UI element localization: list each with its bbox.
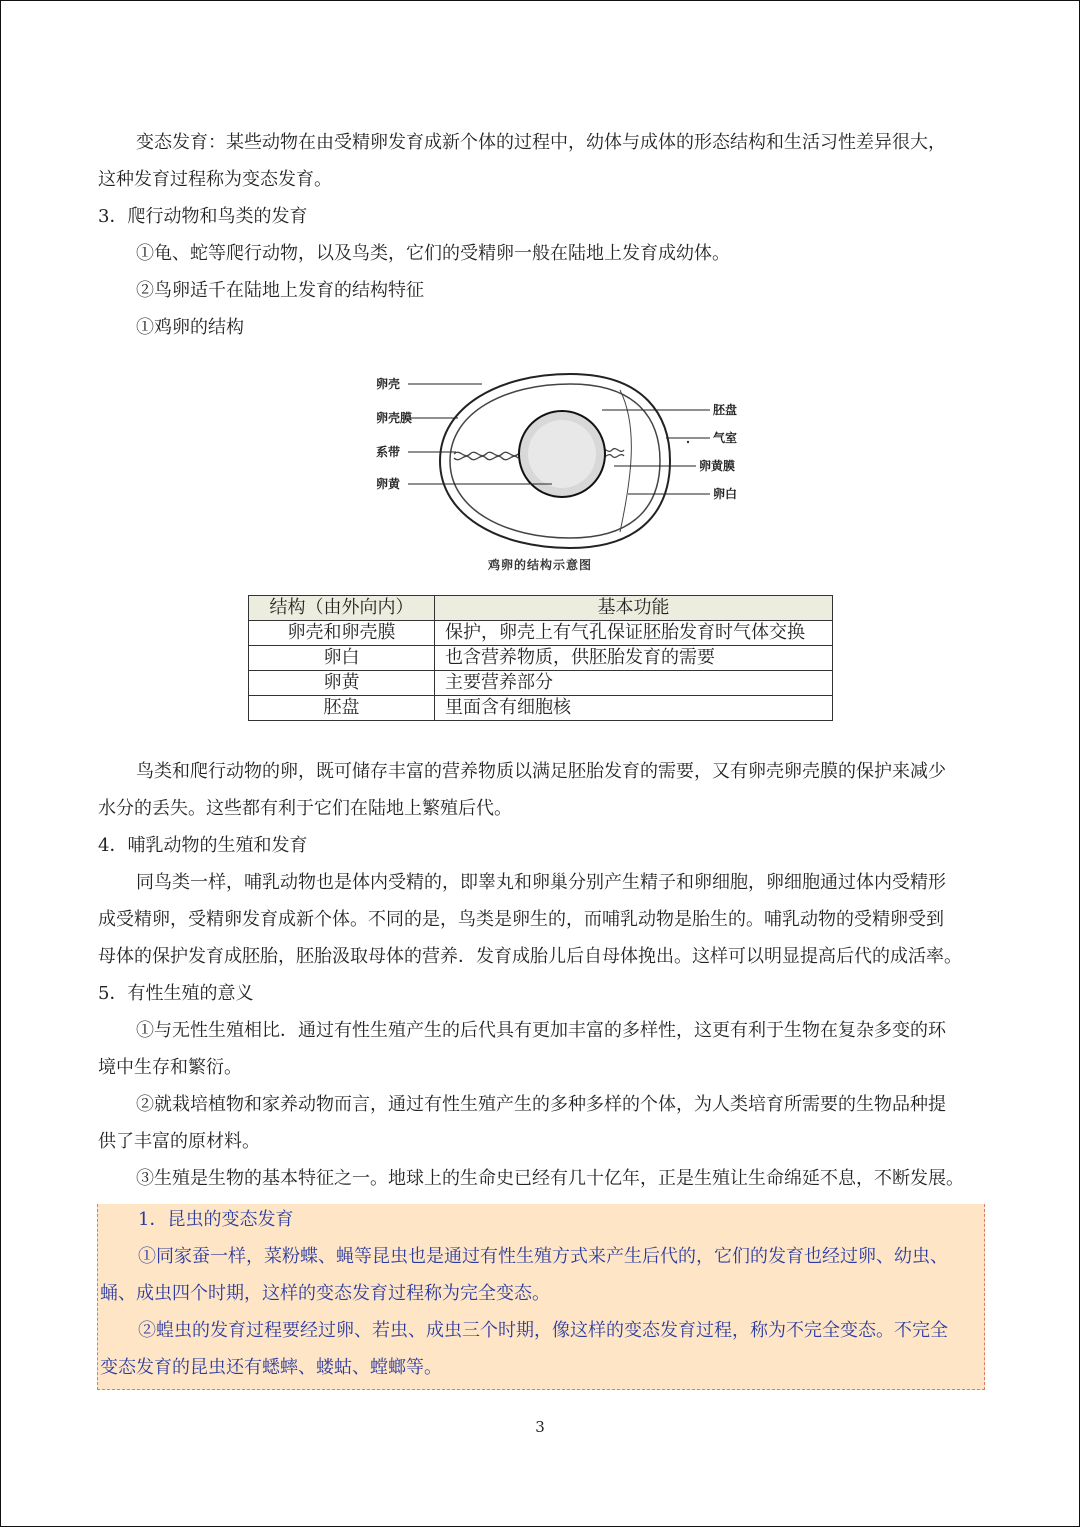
paragraph-line: ③生殖是生物的基本特征之一。地球上的生命史已经有几十亿年，正是生殖让生命绵延不息，不断发展。 bbox=[136, 1168, 964, 1189]
table-cell-function: 保护，卵壳上有气孔保证胚胎发育时气体交换 bbox=[435, 621, 833, 646]
label-chalaza: 系带 bbox=[376, 445, 401, 459]
callout-title: 1．昆虫的变态发育 bbox=[138, 1209, 294, 1230]
table-header-row bbox=[249, 596, 833, 621]
paragraph-line: 母体的保护发育成胚胎，胚胎汲取母体的营养．发育成胎儿后自母体挽出。这样可以明显提高后代的成活率。 bbox=[98, 946, 962, 967]
section-heading-4: 4．哺乳动物的生殖和发育 bbox=[98, 835, 308, 856]
paragraph-line: 变态发育：某些动物在由受精卵发育成新个体的过程中，幼体与成体的形态结构和生活习性差异很大， bbox=[136, 132, 946, 153]
section-heading-3: 3．爬行动物和鸟类的发育 bbox=[98, 206, 308, 227]
label-yolk: 卵黄 bbox=[376, 477, 401, 491]
label-albumen: 卵白 bbox=[713, 487, 738, 501]
table-cell-structure: 胚盘 bbox=[249, 696, 435, 721]
table-cell-function: 也含营养物质，供胚胎发育的需要 bbox=[435, 646, 833, 671]
label-yolk-membrane: 卵黄膜 bbox=[699, 459, 736, 473]
label-air-cell: 气室 bbox=[713, 431, 738, 445]
label-eggshell: 卵壳 bbox=[376, 377, 401, 391]
figure-caption: 鸡卵的结构示意图 bbox=[487, 558, 592, 572]
table-row bbox=[249, 671, 833, 696]
callout-line: 变态发育的昆虫还有蟋蟀、蝼蛄、螳螂等。 bbox=[100, 1357, 442, 1378]
callout-line: 蛹、成虫四个时期，这样的变态发育过程称为完全变态。 bbox=[100, 1283, 550, 1304]
table-cell-structure: 卵白 bbox=[249, 646, 435, 671]
table-cell-function: 里面含有细胞核 bbox=[435, 696, 833, 721]
callout-line: ①同家蚕一样，菜粉蝶、蝇等昆虫也是通过有性生殖方式来产生后代的，它们的发育也经过卵、幼虫、 bbox=[138, 1246, 948, 1267]
egg-structure-table bbox=[248, 595, 833, 721]
table-cell-function: 主要营养部分 bbox=[435, 671, 833, 696]
table-row bbox=[249, 696, 833, 721]
paragraph-line: 成受精卵，受精卵发育成新个体。不同的是，鸟类是卵生的，而哺乳动物是胎生的。哺乳动物的受精卵受到 bbox=[98, 909, 944, 930]
paragraph-line: 鸟类和爬行动物的卵，既可储存丰富的营养物质以满足胚胎发育的需要，又有卵壳卵壳膜的保护来减少 bbox=[136, 761, 946, 782]
paragraph-line: ②就栽培植物和家养动物而言，通过有性生殖产生的多种多样的个体，为人类培育所需要的生物品种提 bbox=[136, 1094, 946, 1115]
paragraph-line: 这种发育过程称为变态发育。 bbox=[98, 169, 332, 190]
table-header: 基本功能 bbox=[435, 596, 833, 621]
table-row bbox=[249, 646, 833, 671]
paragraph-line: ①与无性生殖相比．通过有性生殖产生的后代具有更加丰富的多样性，这更有利于生物在复杂多变的环 bbox=[136, 1020, 946, 1041]
table-row bbox=[249, 621, 833, 646]
insect-metamorphosis-callout bbox=[97, 1204, 985, 1390]
list-item: ①龟、蛇等爬行动物，以及鸟类，它们的受精卵一般在陆地上发育成幼体。 bbox=[136, 243, 730, 264]
section-heading-5: 5．有性生殖的意义 bbox=[98, 983, 254, 1004]
label-germinal-disc: 胚盘 bbox=[713, 403, 738, 417]
paragraph-line: 水分的丢失。这些都有利于它们在陆地上繁殖后代。 bbox=[98, 798, 512, 819]
page-number: 3 bbox=[535, 1418, 545, 1436]
paragraph-line: 同鸟类一样，哺乳动物也是体内受精的，即睾丸和卵巢分别产生精子和卵细胞，卵细胞通过体内受精形 bbox=[136, 872, 946, 893]
air-cell-line bbox=[620, 390, 631, 532]
paragraph-line: 供了丰富的原材料。 bbox=[98, 1131, 260, 1152]
callout-line: ②蝗虫的发育过程要经过卵、若虫、成虫三个时期，像这样的变态发育过程，称为不完全变态。不完全 bbox=[138, 1320, 948, 1341]
table-header: 结构（由外向内） bbox=[249, 596, 435, 621]
egg-structure-diagram bbox=[370, 366, 770, 576]
table-cell-structure: 卵壳和卵壳膜 bbox=[249, 621, 435, 646]
label-shell-membrane: 卵壳膜 bbox=[376, 411, 413, 425]
paragraph-line: 境中生存和繁衍。 bbox=[98, 1057, 242, 1078]
list-item: ②鸟卵适千在陆地上发育的结构特征 bbox=[136, 280, 424, 301]
table-cell-structure: 卵黄 bbox=[249, 671, 435, 696]
list-item: ①鸡卵的结构 bbox=[136, 317, 244, 338]
